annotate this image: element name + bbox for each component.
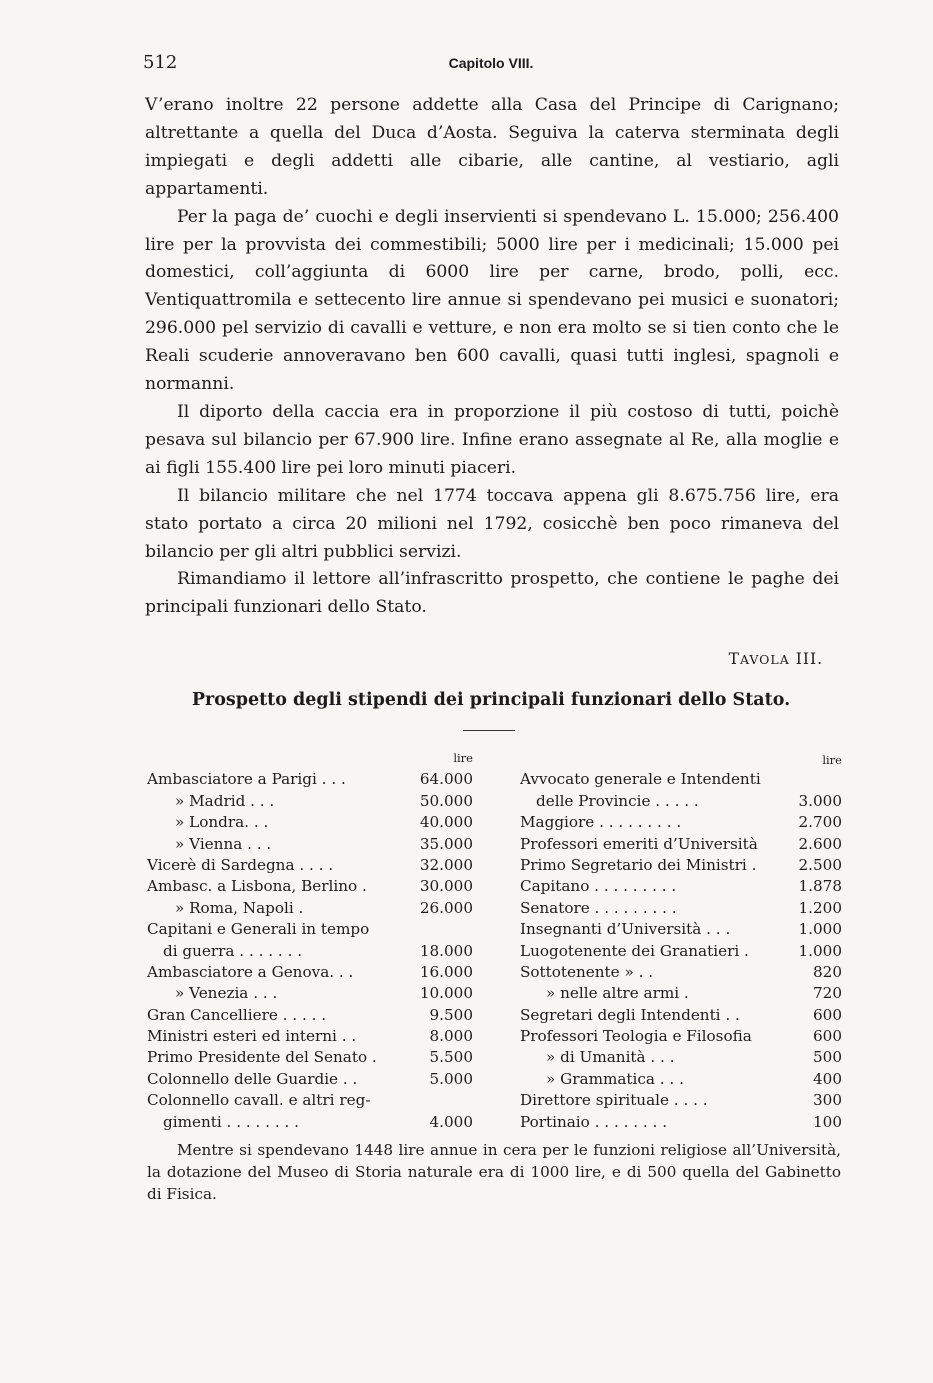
salary-value: 600 bbox=[813, 1005, 842, 1024]
position-label: Insegnanti d’Università . . . bbox=[520, 920, 731, 939]
salary-value: 2.500 bbox=[798, 855, 842, 874]
position-label: Primo Segretario dei Ministri . bbox=[520, 855, 757, 874]
footnote: Mentre si spendevano 1448 lire annue in cera per le funzioni religiose all’Università, la dotazione del Museo di Storia naturale era di 1000 lire, e di 500 quella del Gabinetto di Fisica. bbox=[147, 1141, 841, 1203]
table-row bbox=[147, 855, 473, 876]
table-row bbox=[147, 876, 473, 897]
position-label: Vicerè di Sardegna . . . . bbox=[147, 855, 334, 874]
running-head bbox=[143, 52, 839, 74]
table-row bbox=[147, 1047, 473, 1068]
table-row bbox=[147, 812, 473, 833]
salary-value: 100 bbox=[813, 1112, 842, 1131]
position-label: » Londra. . . bbox=[175, 813, 269, 832]
table-row bbox=[147, 834, 473, 855]
salary-value: 9.500 bbox=[429, 1005, 473, 1024]
table-row bbox=[520, 834, 842, 855]
unit-header: lire bbox=[453, 751, 473, 765]
table-row bbox=[520, 983, 842, 1004]
table-row bbox=[147, 941, 473, 962]
table-row bbox=[520, 1005, 842, 1026]
salary-value: 18.000 bbox=[419, 941, 473, 960]
salary-value bbox=[796, 769, 842, 790]
table-row bbox=[147, 1026, 473, 1047]
position-label: Maggiore . . . . . . . . . bbox=[520, 813, 682, 832]
position-label: Ambasciatore a Parigi . . . bbox=[147, 770, 346, 789]
salary-value: 1.000 bbox=[798, 920, 842, 939]
salary-value: 50.000 bbox=[419, 791, 473, 810]
salary-value: 720 bbox=[813, 984, 842, 1003]
salary-value: 600 bbox=[813, 1027, 842, 1046]
salary-value: 500 bbox=[813, 1048, 842, 1067]
position-label: Capitano . . . . . . . . . bbox=[520, 877, 677, 896]
table-title: Prospetto degli stipendi dei principali funzionari dello Stato. bbox=[191, 690, 791, 710]
position-label: Senatore . . . . . . . . . bbox=[520, 898, 677, 917]
table-row bbox=[147, 1069, 473, 1090]
salary-value: 64.000 bbox=[419, 770, 473, 789]
salary-value: 1.200 bbox=[798, 898, 842, 917]
paragraph: Per la paga de’ cuochi e degli inservienti si spendevano L. 15.000; 256.400 lire per la provvista dei commestibili; 5000 lire per i medicinali; 15.000 pei domestici, coll’aggiunta di 6000 lire per carne, brodo, polli, ecc. Ventiquattromila e settecento lire annue si spendevano pei musici e suonatori; 296.000 pel servizio di cavalli e vetture, e non era molto se si tien conto che le Reali scuderie annoveravano ben 600 cavalli, quasi tutti inglesi, spagnoli e normanni. bbox=[145, 206, 839, 395]
salary-column-right bbox=[520, 748, 842, 1133]
table-row bbox=[147, 769, 473, 790]
salary-value: 10.000 bbox=[419, 984, 473, 1003]
salary-value: 300 bbox=[813, 1091, 842, 1110]
table-row bbox=[520, 1047, 842, 1068]
table-row bbox=[520, 812, 842, 833]
salary-value: 400 bbox=[813, 1069, 842, 1088]
salary-value: 2.700 bbox=[798, 813, 842, 832]
position-label: Colonnello delle Guardie . . bbox=[147, 1069, 358, 1088]
table-row bbox=[520, 919, 842, 940]
salary-value: 3.000 bbox=[798, 791, 842, 810]
position-label: di guerra . . . . . . . bbox=[163, 941, 303, 960]
table-row bbox=[520, 1112, 842, 1133]
position-label: » nelle altre armi . bbox=[546, 984, 689, 1003]
position-label: delle Provincie . . . . . bbox=[536, 791, 699, 810]
position-label: Sottotenente » . . bbox=[520, 962, 654, 981]
paragraph: Rimandiamo il lettore all’infrascritto prospetto, che contiene le paghe dei principali funzionari dello Stato. bbox=[145, 569, 839, 618]
salary-value: 2.600 bbox=[798, 834, 842, 853]
position-label: Professori Teologia e Filosofia bbox=[520, 1027, 752, 1046]
position-label: Colonnello cavall. e altri reg- bbox=[147, 1091, 371, 1110]
table-row bbox=[520, 855, 842, 876]
table-number-roman: III. bbox=[795, 650, 823, 668]
salary-value: 1.878 bbox=[798, 877, 842, 896]
table-row bbox=[147, 1090, 473, 1111]
table-row bbox=[147, 791, 473, 812]
salary-value: 16.000 bbox=[419, 962, 473, 981]
table-number-word: AVOLA bbox=[739, 652, 790, 667]
table-row bbox=[520, 962, 842, 983]
table-row bbox=[520, 941, 842, 962]
salary-value: 26.000 bbox=[419, 898, 473, 917]
table-row bbox=[147, 919, 473, 940]
salary-value: 5.000 bbox=[429, 1069, 473, 1088]
salary-value: 30.000 bbox=[419, 877, 473, 896]
body-text bbox=[145, 92, 839, 622]
position-label: Luogotenente dei Granatieri . bbox=[520, 941, 749, 960]
title-rule bbox=[463, 730, 515, 731]
position-label: » Roma, Napoli . bbox=[175, 898, 304, 917]
table-row bbox=[520, 1069, 842, 1090]
table-row bbox=[147, 983, 473, 1004]
position-label: Segretari degli Intendenti . . bbox=[520, 1005, 740, 1024]
salary-value: 820 bbox=[813, 962, 842, 981]
position-label: Ministri esteri ed interni . . bbox=[147, 1027, 357, 1046]
position-label: Direttore spirituale . . . . bbox=[520, 1091, 708, 1110]
table-row bbox=[520, 876, 842, 897]
salary-value: 5.500 bbox=[429, 1048, 473, 1067]
table-number-initial: T bbox=[728, 650, 740, 668]
table-row bbox=[147, 1005, 473, 1026]
table-row bbox=[520, 898, 842, 919]
salary-value: 40.000 bbox=[419, 813, 473, 832]
salary-column-left bbox=[147, 748, 473, 1133]
table-number bbox=[729, 650, 823, 668]
table-row bbox=[147, 898, 473, 919]
position-label: Primo Presidente del Senato . bbox=[147, 1048, 377, 1067]
position-label: » Madrid . . . bbox=[175, 791, 275, 810]
table-row bbox=[520, 769, 842, 790]
position-label: Portinaio . . . . . . . . bbox=[520, 1112, 668, 1131]
position-label: Ambasciatore a Genova. . . bbox=[147, 962, 354, 981]
salary-value: 4.000 bbox=[429, 1112, 473, 1131]
salary-value: 8.000 bbox=[429, 1027, 473, 1046]
paragraph: V’erano inoltre 22 persone addette alla Casa del Principe di Carignano; altrettante a quella del Duca d’Aosta. Seguiva la caterva sterminata degli impiegati e degli addetti alle cibarie, alle cantine, al vestiario, agli appartamenti. bbox=[145, 95, 839, 199]
position-label: Capitani e Generali in tempo bbox=[147, 920, 370, 939]
paragraph: Il bilancio militare che nel 1774 toccava appena gli 8.675.756 lire, era stato portato a circa 20 milioni nel 1792, cosicchè ben poco rimaneva del bilancio per gli altri pubblici servizi. bbox=[145, 485, 839, 562]
salary-value: 32.000 bbox=[419, 855, 473, 874]
salary-value: 1.000 bbox=[798, 941, 842, 960]
salary-value bbox=[417, 1090, 473, 1111]
paragraph: Il diporto della caccia era in proporzione il più costoso di tutti, poichè pesava sul bilancio per 67.900 lire. Infine erano assegnate al Re, alla moglie e ai figli 155.400 lire pei loro minuti piaceri. bbox=[145, 401, 839, 478]
salary-value: 35.000 bbox=[419, 834, 473, 853]
position-label: » di Umanità . . . bbox=[546, 1048, 675, 1067]
position-label: Gran Cancelliere . . . . . bbox=[147, 1005, 327, 1024]
table-row bbox=[520, 1026, 842, 1047]
salary-value bbox=[417, 919, 473, 940]
position-label: Avvocato generale e Intendenti bbox=[520, 770, 761, 789]
position-label: » Grammatica . . . bbox=[546, 1069, 684, 1088]
position-label: » Venezia . . . bbox=[175, 984, 278, 1003]
table-row bbox=[147, 962, 473, 983]
position-label: » Vienna . . . bbox=[175, 834, 272, 853]
table-row bbox=[147, 1112, 473, 1133]
unit-header: lire bbox=[822, 753, 842, 767]
position-label: gimenti . . . . . . . . bbox=[163, 1112, 299, 1131]
position-label: Ambasc. a Lisbona, Berlino . bbox=[147, 877, 367, 896]
page-number: 512 bbox=[143, 52, 178, 73]
position-label: Professori emeriti d’Università bbox=[520, 834, 758, 853]
table-row bbox=[520, 791, 842, 812]
chapter-title: Capitolo VIII. bbox=[448, 55, 534, 71]
table-row bbox=[520, 1090, 842, 1111]
